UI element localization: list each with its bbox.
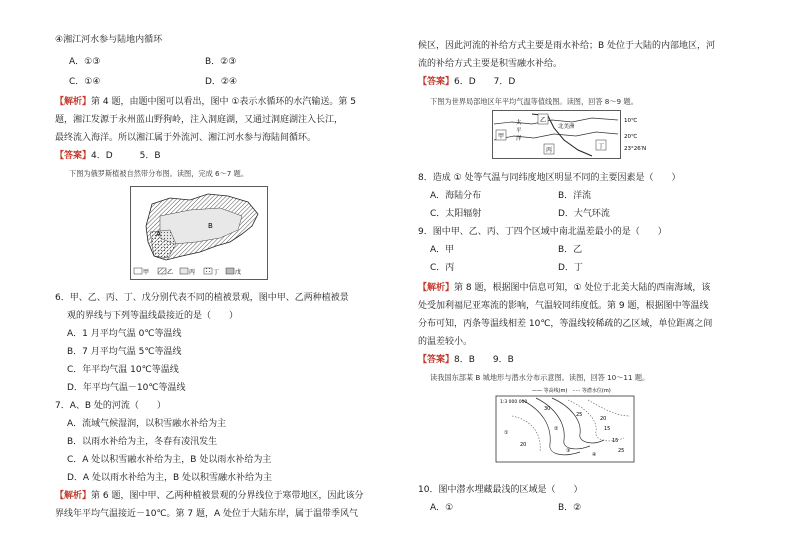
q4-option-a: A．①③ <box>69 57 101 67</box>
svg-text:③: ③ <box>566 448 571 454</box>
svg-text:30: 30 <box>544 406 551 412</box>
svg-text:甲: 甲 <box>143 269 150 276</box>
intro-6-7: 下图为俄罗斯植被自然带分布图。读图，完成 6～7 题。 <box>69 169 249 178</box>
svg-text:②: ② <box>554 426 559 432</box>
q7-option-c: C．A 处以积雪融水补给为主，B 处以雨水补给为主 <box>67 455 272 465</box>
q9-option-d: D．丁 <box>558 263 583 273</box>
q9-option-a: A．甲 <box>430 245 455 255</box>
intro-8-9: 下图为世界局部地区年平均气温等值线图。读图，回答 8～9 题。 <box>430 97 638 106</box>
svg-text:10℃: 10℃ <box>624 118 638 124</box>
answer-4-5: 【答案】4．D 5．B <box>55 151 161 161</box>
svg-text:甲: 甲 <box>498 133 505 140</box>
q9-option-c: C．丙 <box>430 263 455 273</box>
svg-text:丙: 丙 <box>189 269 196 276</box>
analysis-4-5-line3: 最终流入海洋。所以湘江属于外流河、湘江河水参与海陆间循环。 <box>55 133 317 143</box>
svg-text:戊: 戊 <box>235 269 242 276</box>
q8-option-c: C．太阳辐射 <box>430 209 482 219</box>
q4-option-d: D．②④ <box>205 77 238 87</box>
q7-option-a: A．流域气候湿润，以积雪融水补给为主 <box>67 419 227 429</box>
q8-stem: 8．造成 ① 处等气温与同纬度地区明显不同的主要因素是（ ） <box>418 173 681 183</box>
q10-stem: 10．图中潜水埋藏最浅的区域是（ ） <box>418 485 583 495</box>
q5-statement-4: ④湘江河水参与陆地内循环 <box>55 35 163 45</box>
svg-text:丁: 丁 <box>213 269 220 276</box>
svg-text:20: 20 <box>600 416 607 422</box>
russia-vegetation-map <box>130 186 268 280</box>
q7-stem: 7．A、B 处的河流（ ） <box>55 401 166 411</box>
q6-option-d: D．年平均气温－10℃等温线 <box>67 383 186 393</box>
analysis-8-9-line2: 处受加利福尼亚寒流的影响，气温较同纬度低。第 9 题，根据图中等温线 <box>418 301 709 311</box>
q4-option-c: C．①④ <box>69 77 101 87</box>
analysis-6-7-line3: 候区，因此河流的补给方式主要是雨水补给；B 处位于大陆的内部地区，河 <box>418 41 716 51</box>
svg-text:25: 25 <box>576 412 583 418</box>
svg-text:丁: 丁 <box>598 143 605 150</box>
svg-text:20℃: 20℃ <box>624 134 638 140</box>
svg-text:乙: 乙 <box>167 269 174 276</box>
analysis-label: 【解析】 <box>55 491 92 501</box>
analysis-6-7-line4: 流的补给方式主要是积雪融水补给。 <box>418 59 563 69</box>
map-label-a: A <box>156 230 161 238</box>
svg-text:20: 20 <box>520 442 527 448</box>
q10-option-b: B．② <box>558 503 582 513</box>
q6-option-c: C．年平均气温 10℃等温线 <box>67 365 179 375</box>
q6-stem-line1: 6．甲、乙、丙、丁、戊分别代表不同的植被景观，图中甲、乙两种植被景 <box>55 293 349 303</box>
intro-10-11: 读我国东部某 B 城地形与潜水分布示意图。读图，回答 10～11 题。 <box>430 373 650 382</box>
analysis-8-9-line1: 【解析】第 8 题，根据图中信息可知，① 处位于北美大陆的西南海域，该 <box>418 283 711 293</box>
svg-text:太: 太 <box>516 120 522 126</box>
answer-label: 【答案】 <box>418 77 455 87</box>
svg-text:平: 平 <box>516 128 522 134</box>
svg-text:④: ④ <box>592 452 597 458</box>
analysis-4-5-line2: 题，湘江发源于永州蓝山野狗岭，注入洞庭湖，又通过洞庭湖注入长江， <box>55 115 344 125</box>
analysis-8-9-line4: 的温差较小。 <box>418 337 473 347</box>
q6-option-a: A．1 月平均气温 0℃等温线 <box>67 329 182 339</box>
analysis-label: 【解析】 <box>55 97 92 107</box>
q7-option-b: B．以雨水补给为主，冬春有凌汛发生 <box>67 437 218 447</box>
q8-option-d: D．大气环流 <box>558 209 610 219</box>
contour-groundwater-map <box>492 386 638 466</box>
answer-label: 【答案】 <box>418 355 455 365</box>
svg-text:15: 15 <box>604 426 611 432</box>
q7-option-d: D．A 处以雨水补给为主，B 处以积雪融水补给为主 <box>67 473 272 483</box>
svg-text:15: 15 <box>612 438 619 444</box>
isotherm-map <box>492 110 662 162</box>
fig2-scale: 1:3 000 000 <box>500 400 528 405</box>
analysis-4-5-line1: 【解析】第 4 题，由题中图可以看出，图中 ①表示水循环的水汽输送。第 5 <box>55 97 356 107</box>
svg-text:丙: 丙 <box>546 147 553 154</box>
q6-option-b: B．7 月平均气温 5℃等温线 <box>67 347 182 357</box>
analysis-6-7-line1: 【解析】第 6 题，图中甲、乙两种植被景观的分界线位于寒带地区，因此该分 <box>55 491 364 501</box>
fig2-legend: —— 等高线(m) ····· 等潜水位(m) <box>532 388 611 394</box>
map-label-b: B <box>208 222 213 230</box>
q6-stem-line2: 观的界线与下列等温线最接近的是（ ） <box>67 311 239 321</box>
answer-label: 【答案】 <box>55 151 92 161</box>
svg-text:①: ① <box>504 430 509 436</box>
q9-option-b: B．乙 <box>558 245 583 255</box>
analysis-8-9-line3: 分布可知，丙条等温线相差 10℃，等温线较稀疏的乙区域，单位距离之间 <box>418 319 713 329</box>
analysis-6-7-line2: 界线年平均气温接近－10℃。第 7 题，A 处位于大陆东岸，属于温带季风气 <box>55 509 359 519</box>
q9-stem: 9．图中甲、乙、丙、丁四个区域中南北温差最小的是（ ） <box>418 227 667 237</box>
q8-option-b: B．洋流 <box>558 191 592 201</box>
analysis-label: 【解析】 <box>418 283 455 293</box>
answer-6-7: 【答案】6．D 7．D <box>418 77 516 87</box>
svg-text:洋: 洋 <box>516 136 522 142</box>
svg-text:23°26′N: 23°26′N <box>624 146 647 152</box>
svg-text:北美洲: 北美洲 <box>558 124 575 130</box>
q4-option-b: B．②③ <box>205 57 237 67</box>
answer-8-9: 【答案】8．B 9．B <box>418 355 514 365</box>
q10-option-a: A．① <box>430 503 454 513</box>
svg-text:乙: 乙 <box>540 117 547 124</box>
svg-text:25: 25 <box>618 448 625 454</box>
q8-option-a: A．海陆分布 <box>430 191 482 201</box>
